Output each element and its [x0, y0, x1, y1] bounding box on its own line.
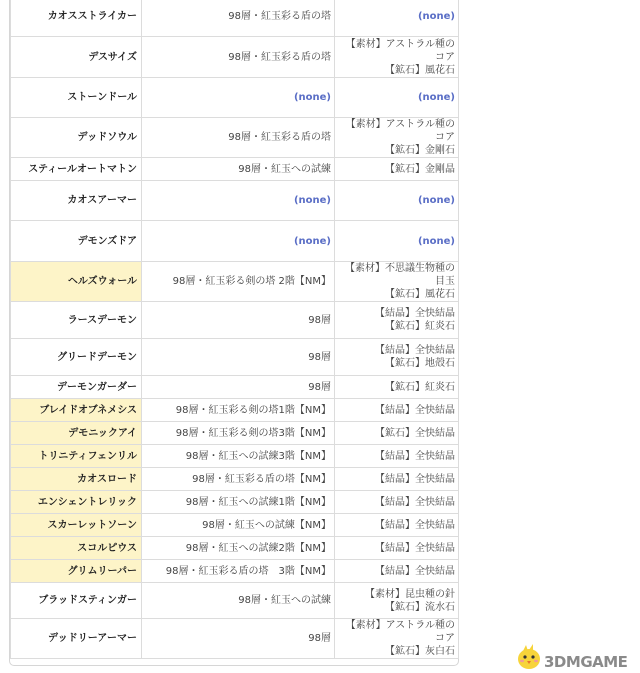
drop-item: 【鉱石】風花石 [385, 64, 455, 76]
drop-item: 【結晶】全快結晶 [375, 565, 455, 577]
monster-name-cell: デモニックアイ [11, 422, 142, 445]
drop-item: 【結晶】全快結晶 [375, 496, 455, 508]
location-cell [142, 181, 335, 221]
location-text: 98層 [308, 381, 331, 393]
table-row [11, 376, 459, 399]
monster-name-cell: デッドソウル [11, 118, 142, 158]
table-row [11, 0, 459, 37]
drop-item: 【鉱石】地殻石 [385, 358, 455, 369]
table-row [11, 537, 459, 560]
location-text: (none) [293, 235, 331, 247]
table-row [11, 302, 459, 339]
drop-cell [335, 491, 459, 514]
table-body [11, 0, 459, 659]
location-cell [142, 376, 335, 399]
monster-name-cell: スコルピウス [11, 537, 142, 560]
drop-item: (none) [417, 92, 455, 103]
drop-item: 【鉱石】紅炎石 [385, 321, 455, 332]
drop-item: 【鉱石】金剛石 [385, 145, 455, 156]
drop-cell [335, 537, 459, 560]
drop-cell [335, 399, 459, 422]
location-cell [142, 399, 335, 422]
location-cell [142, 422, 335, 445]
table-row [11, 181, 459, 221]
drop-cell [335, 583, 459, 619]
drop-cell [335, 376, 459, 399]
monster-name-cell: グリムリーパー [11, 560, 142, 583]
location-cell [142, 0, 335, 37]
monster-name-cell: デモンズドア [11, 221, 142, 262]
location-cell [142, 514, 335, 537]
location-cell [142, 37, 335, 78]
drop-cell [335, 181, 459, 221]
monster-name-cell: デッドリーアーマー [11, 619, 142, 659]
drop-cell [335, 302, 459, 339]
monster-drop-table [10, 0, 459, 659]
location-cell [142, 262, 335, 302]
location-text: 98層・紅玉彩る盾の塔【NM】 [192, 473, 331, 485]
location-cell [142, 158, 335, 181]
table-row [11, 78, 459, 118]
table-row [11, 514, 459, 537]
table-row [11, 560, 459, 583]
location-text: 98層 [308, 633, 331, 644]
table-row [11, 339, 459, 376]
drop-cell [335, 221, 459, 262]
location-text: 98層・紅玉への試練3階【NM】 [185, 450, 331, 462]
table-row [11, 118, 459, 158]
location-cell [142, 468, 335, 491]
location-cell [142, 78, 335, 118]
monster-name-cell: カオスアーマー [11, 181, 142, 221]
table-row [11, 399, 459, 422]
monster-name-cell: ブラッドスティンガー [11, 583, 142, 619]
monster-name-cell: ヘルズウォール [11, 262, 142, 302]
monster-name-cell: スカーレットソーン [11, 514, 142, 537]
monster-name-cell: トリニティフェンリル [11, 445, 142, 468]
drop-item: 【結晶】全快結晶 [375, 519, 455, 531]
monster-name-cell: ストーンドール [11, 78, 142, 118]
location-cell [142, 302, 335, 339]
drop-cell [335, 37, 459, 78]
drop-cell [335, 118, 459, 158]
drop-item: 【素材】不思議生物種の目玉 [345, 263, 455, 287]
drop-cell [335, 0, 459, 37]
drop-item: 【結晶】全快結晶 [375, 542, 455, 554]
location-text: 98層・紅玉彩る盾の塔 [228, 132, 331, 143]
drop-item: 【鉱石】流水石 [385, 601, 455, 613]
location-cell [142, 560, 335, 583]
table-row [11, 445, 459, 468]
location-text: 98層・紅玉彩る剣の塔1階【NM】 [175, 404, 331, 416]
drop-item: 【鉱石】風花石 [385, 289, 455, 300]
monster-name-cell: カオスストライカー [11, 0, 142, 37]
location-text: 98層・紅玉への試練1階【NM】 [185, 496, 331, 508]
drop-cell [335, 514, 459, 537]
location-text: 98層 [308, 351, 331, 363]
location-cell [142, 537, 335, 560]
location-text: 98層 [308, 314, 331, 326]
drop-item: 【素材】昆虫種の針 [365, 588, 455, 600]
location-cell [142, 619, 335, 659]
table-row [11, 619, 459, 659]
table-row [11, 491, 459, 514]
drop-cell [335, 158, 459, 181]
drop-cell [335, 468, 459, 491]
monster-name-cell: ラースデーモン [11, 302, 142, 339]
drop-cell [335, 445, 459, 468]
drop-cell [335, 422, 459, 445]
drop-item: 【素材】アストラル種のコア [345, 620, 455, 644]
monster-name-cell: グリードデーモン [11, 339, 142, 376]
location-text: 98層・紅玉への試練 [238, 163, 331, 175]
drop-item: 【結晶】全快結晶 [375, 345, 455, 356]
location-text: 98層・紅玉彩る盾の塔 [228, 51, 331, 63]
table-row [11, 37, 459, 78]
drop-item: (none) [417, 195, 455, 206]
drop-item: 【結晶】全快結晶 [375, 450, 455, 462]
monster-name-cell: カオスロード [11, 468, 142, 491]
location-text: 98層・紅玉彩る剣の塔 2階【NM】 [172, 276, 331, 287]
drop-cell [335, 78, 459, 118]
location-text: 98層・紅玉への試練2階【NM】 [185, 542, 331, 554]
drop-cell [335, 619, 459, 659]
location-text: (none) [293, 195, 331, 206]
location-cell [142, 583, 335, 619]
location-cell [142, 221, 335, 262]
table-row [11, 468, 459, 491]
drop-item: 【鉱石】灰白石 [385, 646, 455, 657]
drop-cell [335, 262, 459, 302]
watermark-text: 3DMGAME [544, 653, 628, 671]
table-row [11, 262, 459, 302]
monster-name-cell: スティールオートマトン [11, 158, 142, 181]
drop-item: 【素材】アストラル種のコア [345, 38, 455, 63]
drop-item: 【素材】アストラル種のコア [345, 119, 455, 143]
drop-item: 【鉱石】全快結晶 [375, 427, 455, 439]
location-cell [142, 445, 335, 468]
location-text: 98層・紅玉彩る剣の塔3階【NM】 [175, 427, 331, 439]
table-row [11, 422, 459, 445]
table-row [11, 221, 459, 262]
drop-item: 【鉱石】紅炎石 [385, 381, 455, 393]
monster-name-cell: デーモンガーダー [11, 376, 142, 399]
drop-item: 【結晶】全快結晶 [375, 308, 455, 319]
monster-name-cell: ブレイドオブネメシス [11, 399, 142, 422]
drop-cell [335, 339, 459, 376]
monster-table-container [9, 0, 459, 666]
location-text: 98層・紅玉彩る盾の塔 [228, 11, 331, 22]
chick-mascot-icon [514, 642, 544, 672]
drop-item: (none) [417, 11, 455, 22]
watermark-logo [514, 640, 640, 673]
drop-item: 【結晶】全快結晶 [375, 473, 455, 485]
drop-item: 【鉱石】金剛晶 [385, 163, 455, 175]
drop-cell [335, 560, 459, 583]
monster-name-cell: デスサイズ [11, 37, 142, 78]
location-text: 98層・紅玉への試練 [238, 595, 331, 606]
drop-item: (none) [417, 235, 455, 247]
drop-item: 【結晶】全快結晶 [375, 404, 455, 416]
location-text: 98層・紅玉への試練【NM】 [202, 519, 331, 531]
location-cell [142, 339, 335, 376]
monster-name-cell: エンシェントレリック [11, 491, 142, 514]
location-cell [142, 491, 335, 514]
location-cell [142, 118, 335, 158]
location-text: 98層・紅玉彩る盾の塔 3階【NM】 [165, 565, 331, 577]
location-text: (none) [293, 92, 331, 103]
table-row [11, 583, 459, 619]
table-row [11, 158, 459, 181]
